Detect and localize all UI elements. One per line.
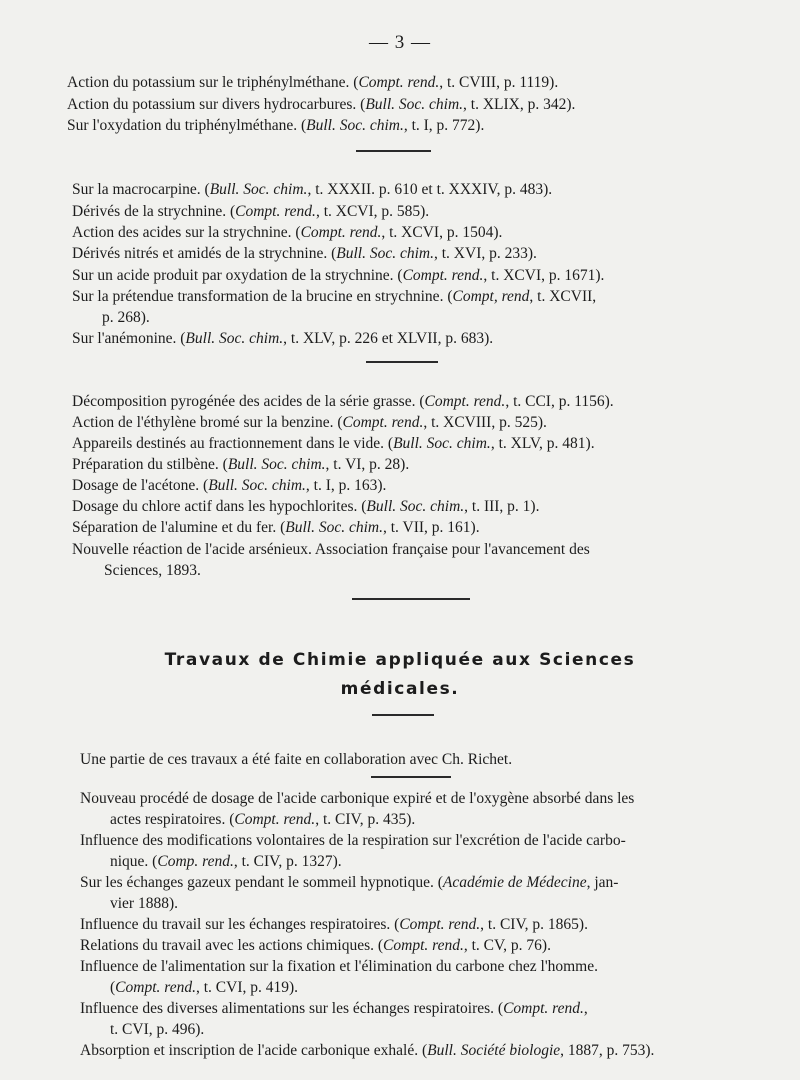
citation-line: Action du potassium sur le triphénylméthane. (Compt. rend., t. CVIII, p. 1119). [67,74,559,91]
citation-line: Dérivés de la strychnine. (Compt. rend., t. XCVI, p. 585). [72,203,430,220]
citation-line: Sur la prétendue transformation de la brucine en strychnine. (Compt, rend, t. XCVII, [72,288,597,305]
citation-line-continued: Sciences, 1893. [104,562,201,579]
citation-line: Sur l'oxydation du triphénylméthane. (Bull. Soc. chim., t. I, p. 772). [67,117,485,134]
citation-line-continued: (Compt. rend., t. CVI, p. 419). [110,979,299,996]
citation-line-continued: actes respiratoires. (Compt. rend., t. CIV, p. 435). [110,811,416,828]
citation-line: Appareils destinés au fractionnement dans le vide. (Bull. Soc. chim., t. XLV, p. 481). [72,435,595,452]
citation-line-continued: t. CVI, p. 496). [110,1021,205,1038]
section-divider [372,714,434,716]
citation-line: Dosage de l'acétone. (Bull. Soc. chim., t. I, p. 163). [72,477,387,494]
page-number: — 3 — [369,32,431,53]
section-heading-line2: médicales. [340,679,460,699]
citation-line: Sur les échanges gazeux pendant le sommeil hypnotique. (Académie de Médecine, jan- [80,874,619,891]
citation-line: Décomposition pyrogénée des acides de la série grasse. (Compt. rend., t. CCI, p. 1156). [72,393,614,410]
section-divider [356,150,431,152]
citation-line: Influence des diverses alimentations sur les échanges respiratoires. (Compt. rend., [80,1000,588,1017]
citation-line-continued: p. 268). [102,309,150,326]
citation-line: Action des acides sur la strychnine. (Compt. rend., t. XCVI, p. 1504). [72,224,503,241]
citation-line: Relations du travail avec les actions chimiques. (Compt. rend., t. CV, p. 76). [80,937,551,954]
citation-line: Nouvelle réaction de l'acide arsénieux. Association française pour l'avancement des [72,541,590,558]
citation-line-continued: nique. (Comp. rend., t. CIV, p. 1327). [110,853,342,870]
section-divider [371,776,451,778]
citation-line: Sur l'anémonine. (Bull. Soc. chim., t. XLV, p. 226 et XLVII, p. 683). [72,330,494,347]
citation-line: Action du potassium sur divers hydrocarbures. (Bull. Soc. chim., t. XLIX, p. 342). [67,96,576,113]
citation-line: Absorption et inscription de l'acide carbonique exhalé. (Bull. Société biologie, 1887, p. 753). [80,1042,655,1059]
section-heading-line1: Travaux de Chimie appliquée aux Sciences [164,650,636,670]
section-divider [366,361,438,363]
citation-line: Dosage du chlore actif dans les hypochlorites. (Bull. Soc. chim., t. III, p. 1). [72,498,540,515]
citation-line: Sur la macrocarpine. (Bull. Soc. chim., t. XXXII. p. 610 et t. XXXIV, p. 483). [72,181,553,198]
citation-line: Séparation de l'alumine et du fer. (Bull. Soc. chim., t. VII, p. 161). [72,519,480,536]
citation-line: Préparation du stilbène. (Bull. Soc. chim., t. VI, p. 28). [72,456,410,473]
citation-line: Sur un acide produit par oxydation de la strychnine. (Compt. rend., t. XCVI, p. 1671). [72,267,605,284]
citation-line-continued: vier 1888). [110,895,179,912]
citation-line: Action de l'éthylène bromé sur la benzine. (Compt. rend., t. XCVIII, p. 525). [72,414,547,431]
citation-line: Influence de l'alimentation sur la fixation et l'élimination du carbone chez l'homme. [80,958,598,975]
section-intro: Une partie de ces travaux a été faite en collaboration avec Ch. Richet. [80,751,513,768]
section-divider [352,598,470,600]
citation-line: Dérivés nitrés et amidés de la strychnine. (Bull. Soc. chim., t. XVI, p. 233). [72,245,537,262]
citation-line: Nouveau procédé de dosage de l'acide carbonique expiré et de l'oxygène absorbé dans les [80,790,635,807]
citation-line: Influence des modifications volontaires de la respiration sur l'excrétion de l'acide carbo- [80,832,626,849]
citation-line: Influence du travail sur les échanges respiratoires. (Compt. rend., t. CIV, p. 1865). [80,916,588,933]
